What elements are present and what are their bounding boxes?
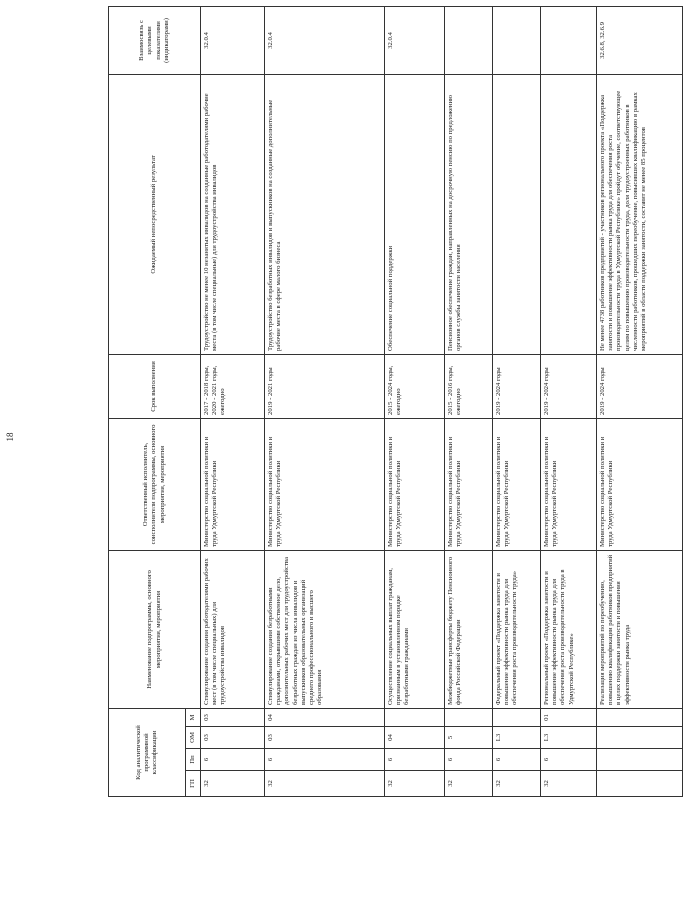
cell-m: [493, 708, 541, 726]
cell-result: Трудоустройство не менее 10 незанятых инвалидов на созданные работодателями рабочие места (в том числе специальные) для трудоустройства инвалидов: [201, 74, 265, 354]
cell-gp: 32: [385, 771, 445, 797]
cell-om: L3: [493, 727, 541, 749]
cell-pp: 6: [445, 749, 493, 771]
cell-m: 01: [541, 708, 597, 726]
program-table: [108, 6, 683, 797]
cell-name: Реализация мероприятий по переобучению, повышению квалификации работников предприятий в целях поддержки занятости и повышения эффективности рынка труда: [597, 550, 683, 708]
cell-relation: [445, 6, 493, 74]
cell-relation: 32.0.4: [201, 6, 265, 74]
cell-executor: Министерство социальной политики и труда Удмуртской Республики: [541, 418, 597, 550]
table-row: [597, 6, 683, 796]
header-term: Срок выполнения: [109, 354, 201, 418]
header-relation: Взаимосвязь с целевыми показателями (индикаторами): [109, 6, 201, 74]
cell-pp: 6: [541, 749, 597, 771]
cell-result: Трудоустройство безработных инвалидов и выпускников на созданные дополнительные рабочие места в сфере малого бизнеса: [265, 74, 385, 354]
cell-gp: 32: [445, 771, 493, 797]
cell-name: Федеральный проект «Поддержка занятости и повышение эффективности рынка труда для обеспечения роста производительности труда»: [493, 550, 541, 708]
cell-term: 2019 - 2021 годы: [265, 354, 385, 418]
table-row: [385, 6, 445, 796]
cell-name: Осуществление социальных выплат гражданам, признанным в установленном порядке безработными гражданами: [385, 550, 445, 708]
cell-pp: 6: [265, 749, 385, 771]
cell-executor: Министерство социальной политики и труда Удмуртской Республики: [385, 418, 445, 550]
cell-executor: Министерство социальной политики и труда Удмуртской Республики: [445, 418, 493, 550]
cell-term: 2019 - 2024 годы: [493, 354, 541, 418]
cell-m: [445, 708, 493, 726]
cell-term: 2019 - 2024 годы: [597, 354, 683, 418]
header-executor: Ответственный исполнитель, соисполнители подпрограммы, основного мероприятия, мероприятия: [109, 418, 201, 550]
cell-pp: 6: [201, 749, 265, 771]
cell-om: 03: [265, 727, 385, 749]
cell-om: 5: [445, 727, 493, 749]
header-name: Наименование подпрограммы, основного мероприятия, мероприятия: [109, 550, 201, 708]
cell-result: [541, 74, 597, 354]
cell-om: [597, 727, 683, 749]
cell-name: Межбюджетные трансферты бюджету Пенсионного фонда Российской Федерации: [445, 550, 493, 708]
cell-om: 04: [385, 727, 445, 749]
cell-relation: [541, 6, 597, 74]
cell-pp: 6: [493, 749, 541, 771]
cell-m: [385, 708, 445, 726]
cell-executor: Министерство социальной политики и труда Удмуртской Республики: [493, 418, 541, 550]
cell-relation: 32.0.4: [265, 6, 385, 74]
rotated-table-container: [108, 7, 647, 797]
cell-gp: [597, 771, 683, 797]
header-gp: ГП: [186, 771, 201, 797]
cell-name: Стимулирование создания работодателями рабочих мест (в том числе специальных) для трудоустройства инвалидов: [201, 550, 265, 708]
cell-gp: 32: [201, 771, 265, 797]
cell-term: 2015 - 2024 годы, ежегодно: [385, 354, 445, 418]
table-row: [201, 6, 265, 796]
table-row: [541, 6, 597, 796]
cell-m: 04: [265, 708, 385, 726]
table-row: [265, 6, 385, 796]
cell-term: 2017 - 2018 годы, 2020 - 2021 годы, ежегодно: [201, 354, 265, 418]
cell-om: 03: [201, 727, 265, 749]
cell-relation: 32.6.8, 32.6.9: [597, 6, 683, 74]
cell-executor: Министерство социальной политики и труда Удмуртской Республики: [265, 418, 385, 550]
cell-result: [493, 74, 541, 354]
header-pp: Пп: [186, 749, 201, 771]
cell-result: Пенсионное обеспечение граждан, направленных на досрочную пенсию по предложению органов службы занятости населения: [445, 74, 493, 354]
cell-term: 2019 - 2024 годы: [541, 354, 597, 418]
cell-name: Стимулирование создания безработными гражданами, открывшими собственное дело, дополнительных рабочих мест для трудоустройства безработных граждан из числа инвалидов и выпускников образовательных организаций среднего профессионального и высшего образования: [265, 550, 385, 708]
cell-gp: 32: [493, 771, 541, 797]
header-result: Ожидаемый непосредственный результат: [109, 74, 201, 354]
cell-result: Не менее 4738 работников предприятий - участников регионального проекта «Поддержка занятости и повышение эффективности рынка труда для обеспечения роста производительности труда в Удмуртской Республике» пройдут обучение, соответствующее целям по повышению производительности труда, доля трудоустроенных работников в численности работников, прошедших переобучение, повысивших квалификацию в рамках мероприятий в области поддержки занятости, составит не менее 85 процентов: [597, 74, 683, 354]
header-m: М: [186, 708, 201, 726]
cell-executor: Министерство социальной политики и труда Удмуртской Республики: [201, 418, 265, 550]
cell-name: Региональный проект «Поддержка занятости и повышение эффективности рынка труда для обеспечения роста производительности труда в Удмуртской Республике»: [541, 550, 597, 708]
table-row: [493, 6, 541, 796]
cell-result: Обеспечение социальной поддержки: [385, 74, 445, 354]
cell-pp: 6: [385, 749, 445, 771]
cell-executor: Министерство социальной политики и труда Удмуртской Республики: [597, 418, 683, 550]
header-om: ОМ: [186, 727, 201, 749]
cell-m: [597, 708, 683, 726]
cell-gp: 32: [265, 771, 385, 797]
header-code-group: Код аналитической программной классификации: [109, 708, 186, 796]
cell-relation: 32.0.4: [385, 6, 445, 74]
cell-m: 03: [201, 708, 265, 726]
page-number: 18: [5, 432, 15, 442]
cell-om: L3: [541, 727, 597, 749]
cell-relation: [493, 6, 541, 74]
cell-gp: 32: [541, 771, 597, 797]
cell-pp: [597, 749, 683, 771]
table-row: [445, 6, 493, 796]
cell-term: 2015 - 2016 годы, ежегодно: [445, 354, 493, 418]
